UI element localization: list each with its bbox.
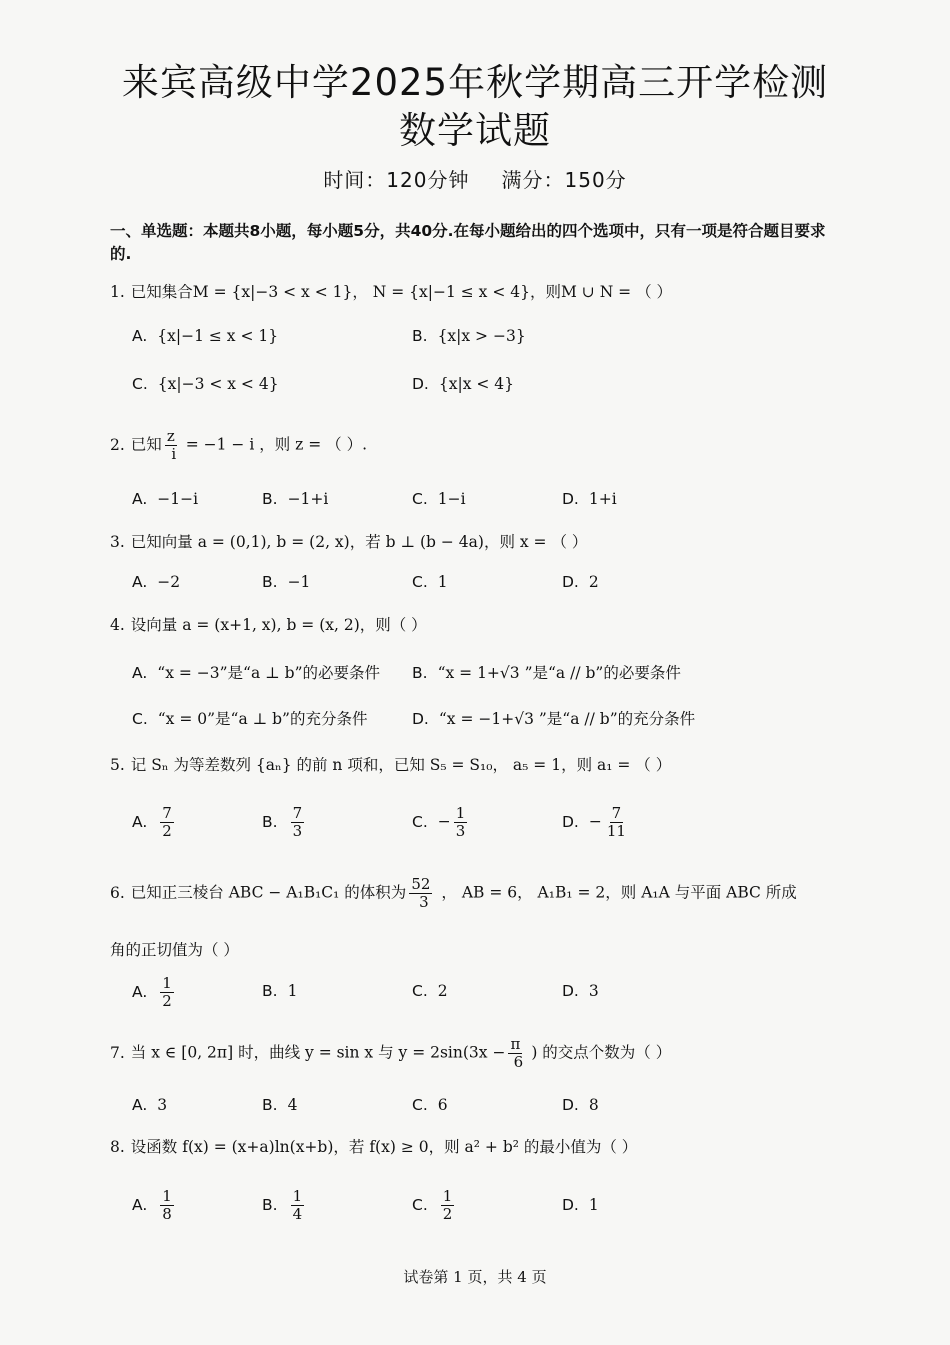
option-d: D. 3 [562, 982, 599, 1000]
question-1 [110, 280, 830, 304]
section-heading: 一、单选题：本题共8小题，每小题5分，共40分.在每小题给出的四个选项中，只有一项是符合题目要求的. [110, 222, 826, 263]
exam-subtitle: 数学试题 [399, 109, 551, 152]
option-b: B. −1+i [262, 490, 329, 508]
option-d: D. − $\frac{7}{11}$ [562, 804, 626, 840]
question-text: 已知集合M = {x|−3 < x < 1}， N = {x|−1 ≤ x < 4}，则M ∪ N = （ ） [130, 283, 673, 301]
question-2: 2. 已知 $\frac{z}{i}$ = −1 − i ，则 z = （ ）. [110, 427, 367, 463]
question-7: 7. 当 x ∈ [0, 2π] 时，曲线 y = sin x 与 y = 2sin(3x − $\frac{\pi}{6}$ ) 的交点个数为（ ） [110, 1035, 672, 1071]
exam-time: 时间：120分钟 [323, 168, 470, 192]
question-6: 6. 已知正三棱台 ABC − A₁B₁C₁ 的体积为 $\frac{52}{3}$ ， AB = 6， A₁B₁ = 2，则 A₁A 与平面 ABC 所成 [110, 875, 797, 911]
question-3: 3. 已知向量 a = (0,1), b = (2, x)，若 b ⊥ (b − 4a)，则 x = （ ） [110, 533, 588, 551]
question-4: 4. 设向量 a = (x+1, x), b = (x, 2)，则（ ） [110, 616, 427, 634]
option-a: A. {x|−1 ≤ x < 1} [132, 327, 279, 345]
page-footer: 试卷第 1 页，共 4 页 [403, 1268, 547, 1286]
option-d: D. 2 [562, 573, 599, 591]
option-c: C. 2 [412, 982, 448, 1000]
option-c: C. − $\frac{1}{3}$ [412, 804, 466, 840]
option-c: C. {x|−3 < x < 4} [132, 375, 279, 393]
option-b: B. $\frac{7}{3}$ [262, 804, 303, 840]
option-c: C. $\frac{1}{2}$ [412, 1187, 453, 1223]
option-d: D. {x|x < 4} [412, 375, 515, 393]
option-b: B. −1 [262, 573, 311, 591]
fraction: $\frac{52}{3}$ [411, 875, 431, 911]
question-6-line2: 角的正切值为（ ） [110, 941, 239, 959]
option-c: C. 1−i [412, 490, 466, 508]
exam-score: 满分：150分 [501, 168, 627, 192]
option-b: B. “x = 1+√3 ”是“a // b”的必要条件 [412, 664, 681, 682]
option-c: C. “x = 0”是“a ⊥ b”的充分条件 [132, 710, 368, 728]
option-a: A. $\frac{1}{2}$ [132, 974, 172, 1010]
option-a: A. −1−i [132, 490, 199, 508]
exam-meta [0, 164, 950, 193]
option-d: D. 8 [562, 1096, 599, 1114]
option-d: D. “x = −1+√3 ”是“a // b”的充分条件 [412, 710, 696, 728]
option-a: A. $\frac{1}{8}$ [132, 1187, 172, 1223]
fraction: $\frac{z}{i}$ [166, 427, 177, 463]
option-b: B. {x|x > −3} [412, 327, 526, 345]
option-b: B. 4 [262, 1096, 298, 1114]
exam-title: 来宾高级中学2025年秋学期高三开学检测 [121, 61, 829, 104]
option-d: D. 1+i [562, 490, 617, 508]
question-8: 8. 设函数 f(x) = (x+a)ln(x+b)，若 f(x) ≥ 0，则 a² + b² 的最小值为（ ） [110, 1138, 638, 1156]
option-a: A. −2 [132, 573, 181, 591]
option-a: A. “x = −3”是“a ⊥ b”的必要条件 [132, 664, 380, 682]
option-b: B. 1 [262, 982, 298, 1000]
question-5: 5. 记 Sₙ 为等差数列 {aₙ} 的前 n 项和，已知 S₅ = S₁₀， a₅ = 1，则 a₁ = （ ） [110, 756, 672, 774]
option-b: B. $\frac{1}{4}$ [262, 1187, 303, 1223]
question-number: 1. [110, 283, 125, 301]
option-d: D. 1 [562, 1196, 599, 1214]
option-c: C. 1 [412, 573, 448, 591]
fraction: $\frac{\pi}{6}$ [510, 1035, 524, 1071]
option-c: C. 6 [412, 1096, 448, 1114]
option-a: A. $\frac{7}{2}$ [132, 804, 172, 840]
option-a: A. 3 [132, 1096, 168, 1114]
